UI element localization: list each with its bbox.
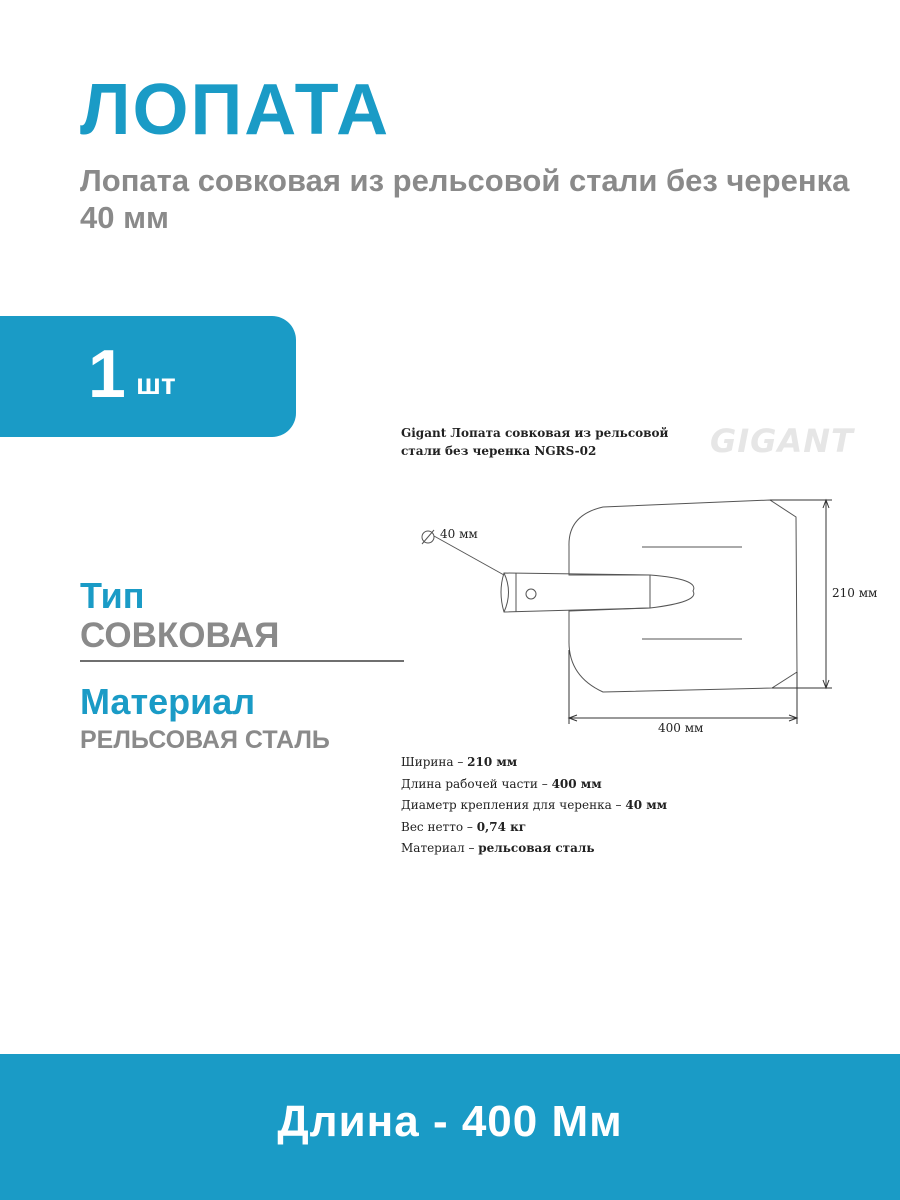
page-title: ЛОПАТА	[80, 70, 391, 150]
product-subtitle: Лопата совковая из рельсовой стали без черенка 40 мм	[80, 163, 850, 236]
spec-weight: Вес нетто – 0,74 кг	[401, 819, 527, 834]
drawing-caption-line-2: стали без черенка NGRS-02	[401, 444, 597, 458]
spec-width: Ширина – 210 мм	[401, 755, 518, 769]
property-divider	[80, 660, 404, 662]
length-dimension-label: 400 мм	[658, 721, 704, 735]
rivet-hole	[526, 589, 536, 599]
footer-length-text: Длина - 400 Мм	[277, 1097, 623, 1146]
height-dimension-label: 210 мм	[832, 586, 878, 600]
shovel-drawing	[400, 480, 890, 740]
diameter-dimension-label: 40 мм	[440, 527, 478, 541]
drawing-caption	[401, 424, 701, 460]
spec-list	[401, 752, 667, 860]
quantity-unit: шт	[136, 368, 176, 401]
type-value: СОВКОВАЯ	[80, 616, 280, 655]
material-value: РЕЛЬСОВАЯ СТАЛЬ	[80, 726, 330, 754]
material-label: Материал	[80, 681, 256, 722]
type-label: Тип	[80, 575, 145, 616]
spec-length: Длина рабочей части – 400 мм	[401, 776, 602, 791]
spec-mount-diameter: Диаметр крепления для черенка – 40 мм	[401, 798, 668, 812]
brand-watermark: GIGANT	[710, 422, 854, 460]
handle-socket	[501, 573, 694, 612]
spec-material: Материал – рельсовая сталь	[401, 841, 595, 855]
shovel-blade-outline	[569, 500, 797, 692]
diameter-leader	[434, 536, 504, 575]
handle-socket-end	[504, 573, 509, 612]
quantity-number: 1	[88, 336, 126, 412]
drawing-caption-line-1: Gigant Лопата совковая из рельсовой	[401, 426, 669, 440]
